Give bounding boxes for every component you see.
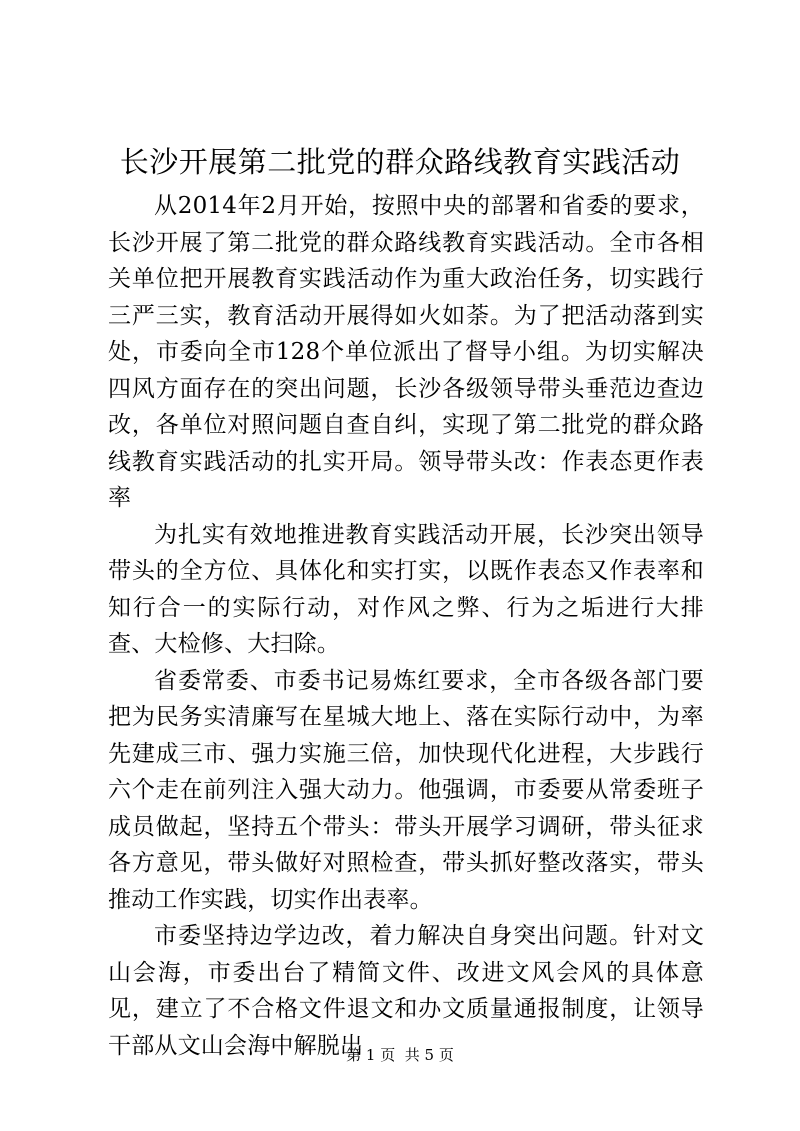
document-title: 长沙开展第二批党的群众路线教育实践活动 bbox=[119, 145, 681, 179]
paragraph-2: 为扎实有效地推进教育实践活动开展，长沙突出领导带头的全方位、具体化和实打实，以既作表态又作表率和知行合一的实际行动，对作风之弊、行为之垢进行大排查、大检修、大扫除。 bbox=[108, 521, 704, 657]
paragraph-1: 从2014年2月开始，按照中央的部署和省委的要求，长沙开展了第二批党的群众路线教育实践活动。全市各相关单位把开展教育实践活动作为重大政治任务，切实践行三严三实，教育活动开展得如火如荼。为了把活动落到实处，市委向全市128个单位派出了督导小组。为切实解决四风方面存在的突出问题，长沙各级领导带头垂范边查边改，各单位对照问题自查自纠，实现了第二批党的群众路线教育实践活动的扎实开局。领导带头改：作表态更作表率 bbox=[108, 193, 704, 511]
page-footer bbox=[0, 1044, 800, 1066]
document-body bbox=[108, 188, 704, 1064]
page-number-label: 第 1 页 共 5 页 bbox=[346, 1046, 454, 1064]
paragraph-4: 市委坚持边学边改，着力解决自身突出问题。针对文山会海，市委出台了精简文件、改进文风会风的具体意见，建立了不合格文件退文和办文质量通报制度，让领导干部从文山会海中解脱出 bbox=[108, 923, 704, 1059]
paragraph-3: 省委常委、市委书记易炼红要求，全市各级各部门要把为民务实清廉写在星城大地上、落在实际行动中，为率先建成三市、强力实施三倍，加快现代化进程，大步践行六个走在前列注入强大动力。他强调，市委要从常委班子成员做起，坚持五个带头：带头开展学习调研，带头征求各方意见，带头做好对照检查，带头抓好整改落实，带头推动工作实践，切实作出表率。 bbox=[108, 667, 704, 913]
